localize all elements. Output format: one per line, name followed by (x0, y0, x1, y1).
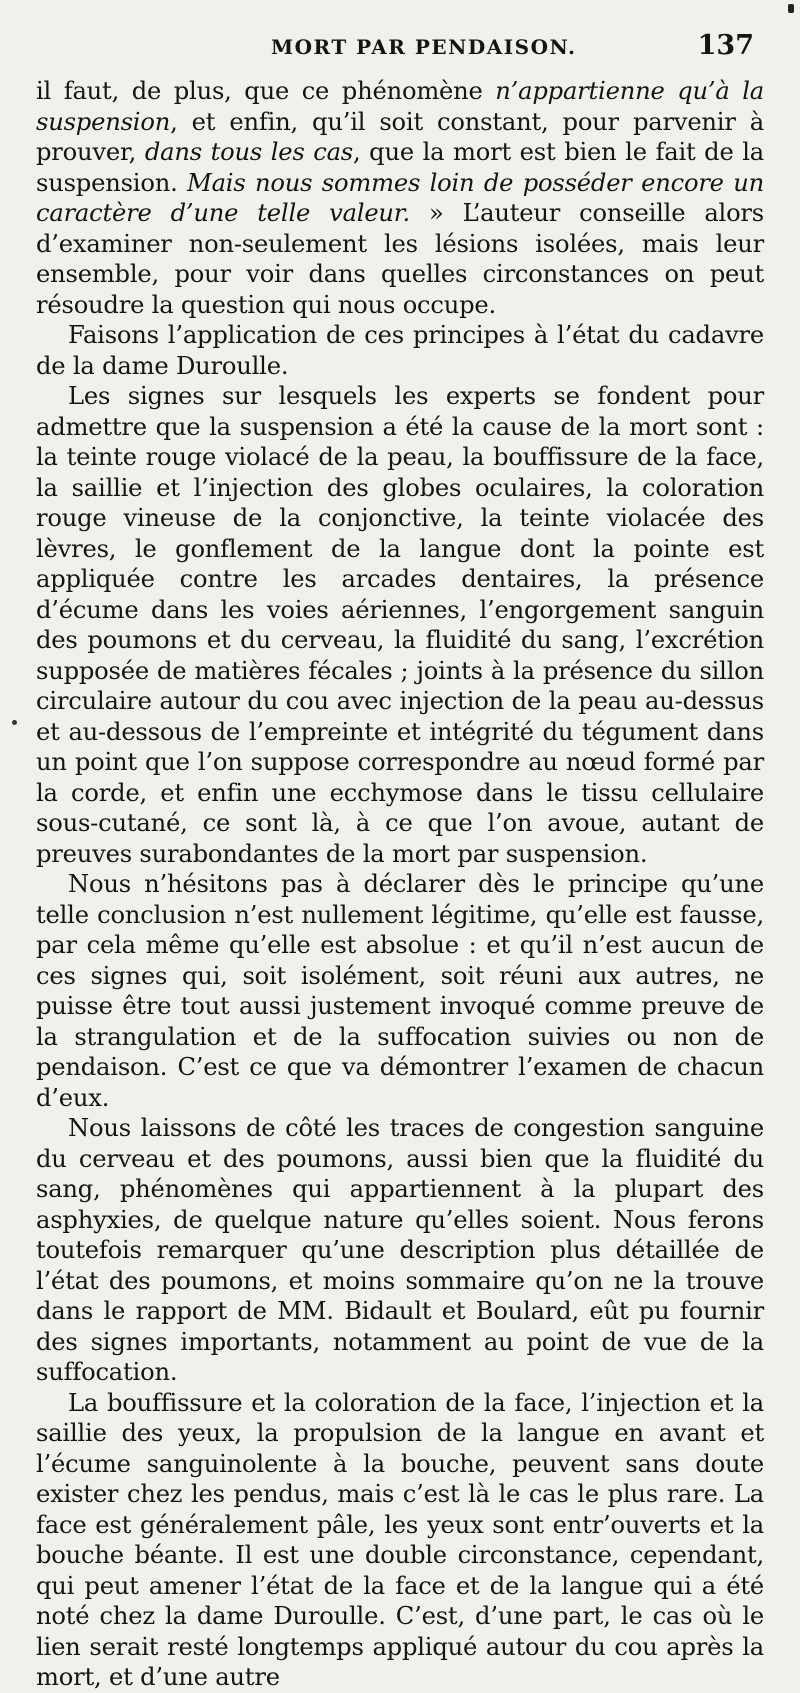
paragraph-1-italic-2: dans tous les cas (144, 138, 354, 166)
corner-speck (788, 4, 794, 13)
page-number: 137 (697, 30, 754, 61)
paragraph-1 (36, 76, 764, 320)
paragraph-1-text-c: , que la mort est bien le fait de la suspension. (36, 138, 764, 197)
paragraph-2: Faisons l’application de ces principes à l’état du cadavre de la dame Duroulle. (36, 321, 764, 380)
paragraph-1-italic-1: n’appartienne qu’à la suspension (36, 77, 764, 136)
paragraph-3: Les signes sur lesquels les experts se fondent pour admettre que la suspension a été la cause de la mort sont : la teinte rouge violacé de la peau, la bouffissure de la face, la saillie et l’injection des globes oculaires, la coloration rouge vineuse de la conjonctive, la teinte violacée des lèvres, le gonflement de la langue dont la pointe est appliquée contre les arcades dentaires, la présence d’écume dans les voies aériennes, l’engorgement sanguin des poumons et du cerveau, la fluidité du sang, l’excrétion supposée de matières fécales ; joints à la présence du sillon circulaire autour du cou avec injection de la peau au-dessus et au-dessous de l’empreinte et intégrité du tégument dans un point que l’on suppose correspondre au nœud formé par la corde, et enfin une ecchymose dans le tissu cellulaire sous-cutané, ce sont là, à ce que l’on avoue, autant de preuves surabondantes de la mort par suspension. (36, 382, 764, 868)
body-text (36, 76, 764, 1693)
paragraph-1-text-d: » L’auteur conseille alors d’examiner non-seulement les lésions isolées, mais leur ensemble, pour voir dans quelles circonstances on peut résoudre la question qui nous occupe. (36, 199, 765, 319)
paragraph-1-italic-3: Mais nous sommes loin de posséder encore un caractère d’une telle valeur. (36, 168, 764, 227)
paragraph-5: Nous laissons de côté les traces de congestion sanguine du cerveau et des poumons, aussi bien que la fluidité du sang, phénomènes qui appartiennent à la plupart des asphyxies, de quelque nature qu’elles soient. Nous ferons toutefois remarquer qu’une description plus détaillée de l’état des poumons, et moins sommaire qu’on ne la trouve dans le rapport de MM. Bidault et Boulard, eût pu fournir des signes importants, notamment au point de vue de la suffocation. (36, 1114, 764, 1386)
paragraph-4: Nous n’hésitons pas à déclarer dès le principe qu’une telle conclusion n’est nullement légitime, qu’elle est fausse, par cela même qu’elle est absolue : et qu’il n’est aucun de ces signes qui, soit isolément, soit réuni aux autres, ne puisse être tout aussi justement invoqué comme preuve de la strangulation et de la suffocation suivies ou non de pendaison. C’est ce que va démontrer l’examen de chacun d’eux. (36, 870, 764, 1112)
paragraph-1-text-b: , et enfin, qu’il soit constant, pour parvenir à prouver, (36, 107, 764, 166)
running-header (271, 30, 754, 70)
margin-speck (12, 720, 17, 725)
running-title: MORT PAR PENDAISON. (271, 35, 577, 59)
paragraph-6: La bouffissure et la coloration de la face, l’injection et la saillie des yeux, la propulsion de la langue en avant et l’écume sanguinolente à la bouche, peuvent sans doute exister chez les pendus, mais c’est là le cas le plus rare. La face est généralement pâle, les yeux sont entr’ouverts et la bouche béante. Il est une double circonstance, cependant, qui peut amener l’état de la face et de la langue qui a été noté chez la dame Duroulle. C’est, d’une part, le cas où le lien serait resté longtemps appliqué autour du cou après la mort, et d’une autre (36, 1388, 764, 1691)
paragraph-1-text-a: il faut, de plus, que ce phénomène (36, 77, 496, 105)
